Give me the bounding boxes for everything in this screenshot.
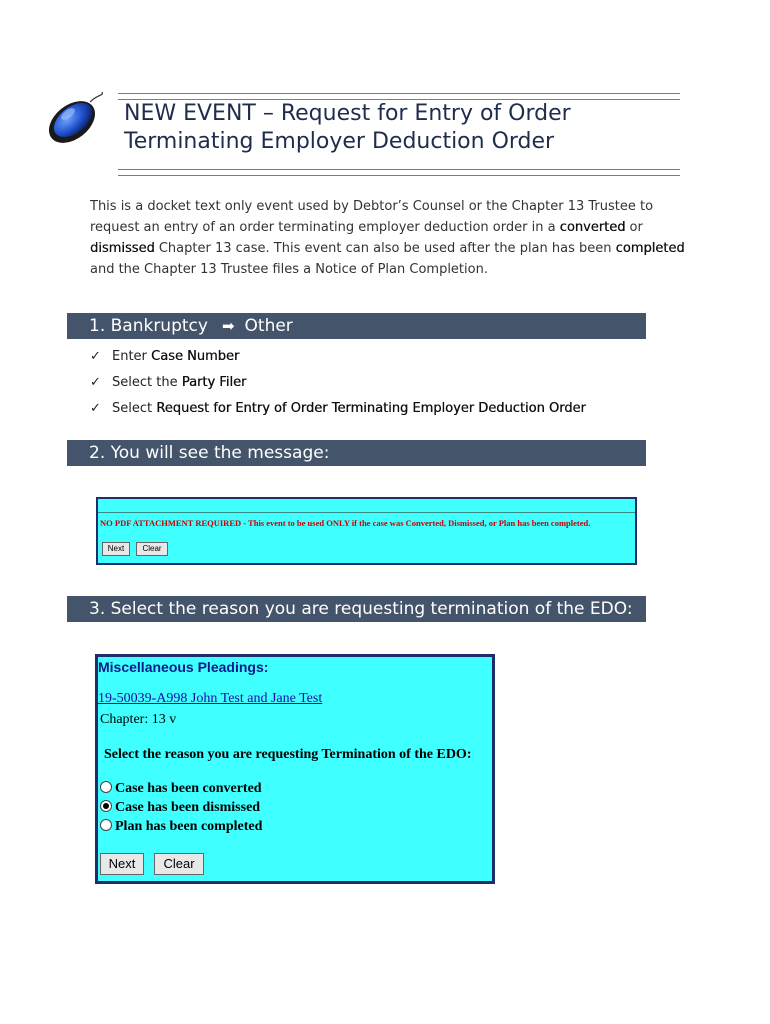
- page-title: [124, 100, 684, 156]
- clear-button[interactable]: Clear: [136, 542, 168, 556]
- case-number-link[interactable]: 19-50039-A998 John Test and Jane Test: [98, 691, 323, 706]
- no-pdf-warning-message: NO PDF ATTACHMENT REQUIRED - This event to be used ONLY if the case was Converted, Dismissed, or Plan has been completed.: [100, 518, 591, 528]
- intro-paragraph: [90, 196, 690, 280]
- radio-option-dismissed[interactable]: [100, 799, 260, 817]
- reason-prompt: Select the reason you are requesting Termination of the EDO:: [104, 747, 472, 762]
- radio-button[interactable]: [100, 819, 112, 831]
- next-button[interactable]: Next: [100, 853, 144, 875]
- intro-converted: converted: [559, 220, 626, 235]
- checklist-item: [90, 399, 690, 425]
- checklist-item-prefix: Enter: [112, 349, 152, 364]
- step1-heading-bar: [67, 313, 646, 339]
- radio-option-label: Plan has been completed: [115, 819, 263, 834]
- intro-completed: completed: [615, 241, 685, 256]
- step3-heading: 3. Select the reason you are requesting termination of the EDO:: [89, 599, 633, 619]
- step2-heading: 2. You will see the message:: [89, 443, 330, 463]
- next-button[interactable]: Next: [102, 542, 130, 556]
- checklist-item-prefix: Select the: [112, 375, 182, 390]
- intro-text-2: or: [625, 220, 643, 235]
- message-screenshot-panel: [96, 497, 637, 565]
- reason-form-screenshot-panel: [95, 654, 495, 884]
- checkmark-icon: ✓: [90, 375, 101, 390]
- intro-text-1: This is a docket text only event used by Debtor’s Counsel or the Chapter 13 Trustee to request an entry of an order terminating employer deduction order in a: [90, 199, 654, 235]
- checklist-item: [90, 373, 690, 399]
- checklist-item: [90, 347, 690, 373]
- panel-divider: [98, 512, 635, 513]
- intro-dismissed: dismissed: [90, 241, 155, 256]
- step1-heading-end: Other: [244, 316, 293, 336]
- checklist-item-bold: Party Filer: [181, 375, 247, 390]
- radio-option-label: Case has been dismissed: [115, 800, 261, 815]
- step1-heading-start: 1. Bankruptcy: [89, 316, 208, 336]
- checklist-item-bold: Request for Entry of Order Terminating Employer Deduction Order: [156, 401, 586, 416]
- checklist-item-bold: Case Number: [151, 349, 240, 364]
- checklist-item-prefix: Select: [112, 401, 157, 416]
- step3-heading-bar: [67, 596, 646, 622]
- chapter-label: Chapter: 13 v: [100, 712, 177, 727]
- page-title-line2: Terminating Employer Deduction Order: [124, 129, 555, 154]
- computer-mouse-icon: [44, 90, 108, 148]
- checkmark-icon: ✓: [90, 401, 101, 416]
- page-title-line1: NEW EVENT – Request for Entry of Order: [124, 101, 571, 126]
- right-arrow-icon: ➡: [221, 317, 235, 335]
- intro-text-3: Chapter 13 case. This event can also be used after the plan has been: [154, 241, 616, 256]
- radio-option-completed[interactable]: [100, 818, 262, 836]
- clear-button[interactable]: Clear: [154, 853, 204, 875]
- checkmark-icon: ✓: [90, 349, 101, 364]
- radio-option-label: Case has been converted: [115, 781, 262, 796]
- intro-text-4: and the Chapter 13 Trustee files a Notice of Plan Completion.: [90, 262, 488, 277]
- form-heading: Miscellaneous Pleadings:: [98, 659, 269, 675]
- step1-checklist: [90, 347, 690, 425]
- radio-button[interactable]: [100, 781, 112, 793]
- radio-button-selected[interactable]: [100, 800, 112, 812]
- title-rule-top: [118, 93, 680, 100]
- radio-option-converted[interactable]: [100, 780, 262, 798]
- step2-heading-bar: [67, 440, 646, 466]
- title-rule-bottom: [118, 169, 680, 176]
